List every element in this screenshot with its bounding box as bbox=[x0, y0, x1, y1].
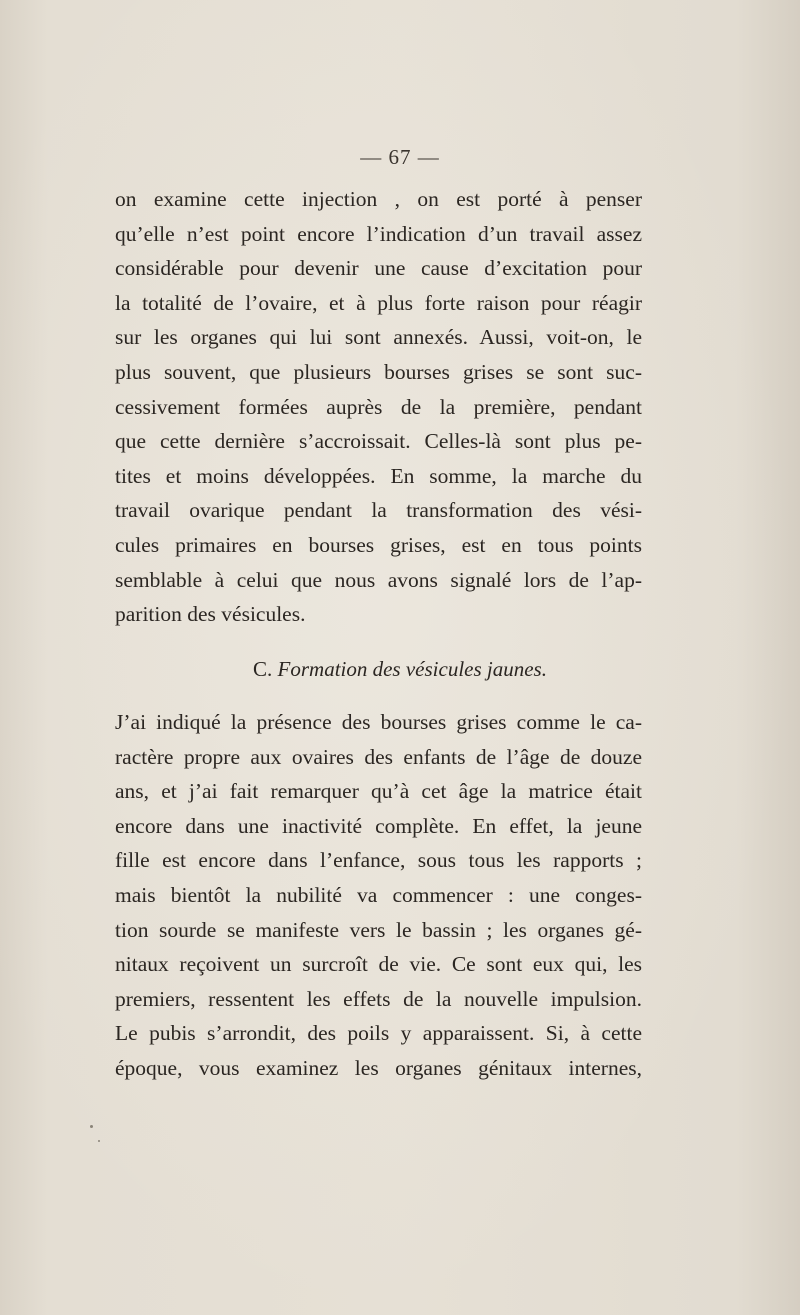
text-line: sur les organes qui lui sont annexés. Aussi, voit-on, le bbox=[115, 325, 642, 350]
section-letter: C. bbox=[253, 657, 273, 681]
text-line: la totalité de l’ovaire, et à plus forte raison pour réagir bbox=[115, 290, 642, 315]
page-number: — 67 — bbox=[360, 145, 440, 169]
text-line: plus souvent, que plusieurs bourses grises se sont suc- bbox=[115, 359, 642, 384]
text-line: fille est encore dans l’enfance, sous tous les rapports ; bbox=[115, 848, 642, 873]
text-line: ans, et j’ai fait remarquer qu’à cet âge la matrice était bbox=[115, 779, 642, 804]
text-line: ractère propre aux ovaires des enfants de l’âge de douze bbox=[115, 744, 642, 769]
text-line: Le pubis s’arrondit, des poils y apparaissent. Si, à cette bbox=[115, 1021, 642, 1046]
paper-speck bbox=[90, 1125, 93, 1128]
text-line: travail ovarique pendant la transformation des vési- bbox=[115, 498, 642, 523]
text-line: qu’elle n’est point encore l’indication d’un travail assez bbox=[115, 221, 642, 246]
text-line: cules primaires en bourses grises, est en tous points bbox=[115, 532, 642, 557]
text-line: parition des vésicules. bbox=[115, 602, 306, 627]
text-line: tites et moins développées. En somme, la marche du bbox=[115, 463, 642, 488]
text-line: tion sourde se manifeste vers le bassin ; les organes gé- bbox=[115, 917, 642, 942]
text-line: époque, vous examinez les organes génitaux internes, bbox=[115, 1055, 642, 1080]
text-line: on examine cette injection , on est porté à penser bbox=[115, 187, 642, 211]
text-line: nitaux reçoivent un surcroît de vie. Ce sont eux qui, les bbox=[115, 952, 642, 977]
paragraph-1 bbox=[115, 182, 642, 632]
section-heading bbox=[0, 657, 800, 682]
text-line: mais bientôt la nubilité va commencer : une conges- bbox=[115, 882, 642, 907]
section-title: Formation des vésicules jaunes. bbox=[277, 657, 547, 681]
text-line: premiers, ressentent les effets de la nouvelle impulsion. bbox=[115, 986, 642, 1011]
text-line: semblable à celui que nous avons signalé lors de l’ap- bbox=[115, 567, 642, 592]
text-line: encore dans une inactivité complète. En effet, la jeune bbox=[115, 813, 642, 838]
paragraph-2 bbox=[115, 705, 642, 1086]
paper-speck bbox=[98, 1140, 100, 1142]
text-line: J’ai indiqué la présence des bourses grises comme le ca- bbox=[115, 710, 642, 734]
text-line: que cette dernière s’accroissait. Celles-là sont plus pe- bbox=[115, 429, 642, 454]
text-line: cessivement formées auprès de la première, pendant bbox=[115, 394, 642, 419]
text-line: considérable pour devenir une cause d’excitation pour bbox=[115, 256, 642, 281]
